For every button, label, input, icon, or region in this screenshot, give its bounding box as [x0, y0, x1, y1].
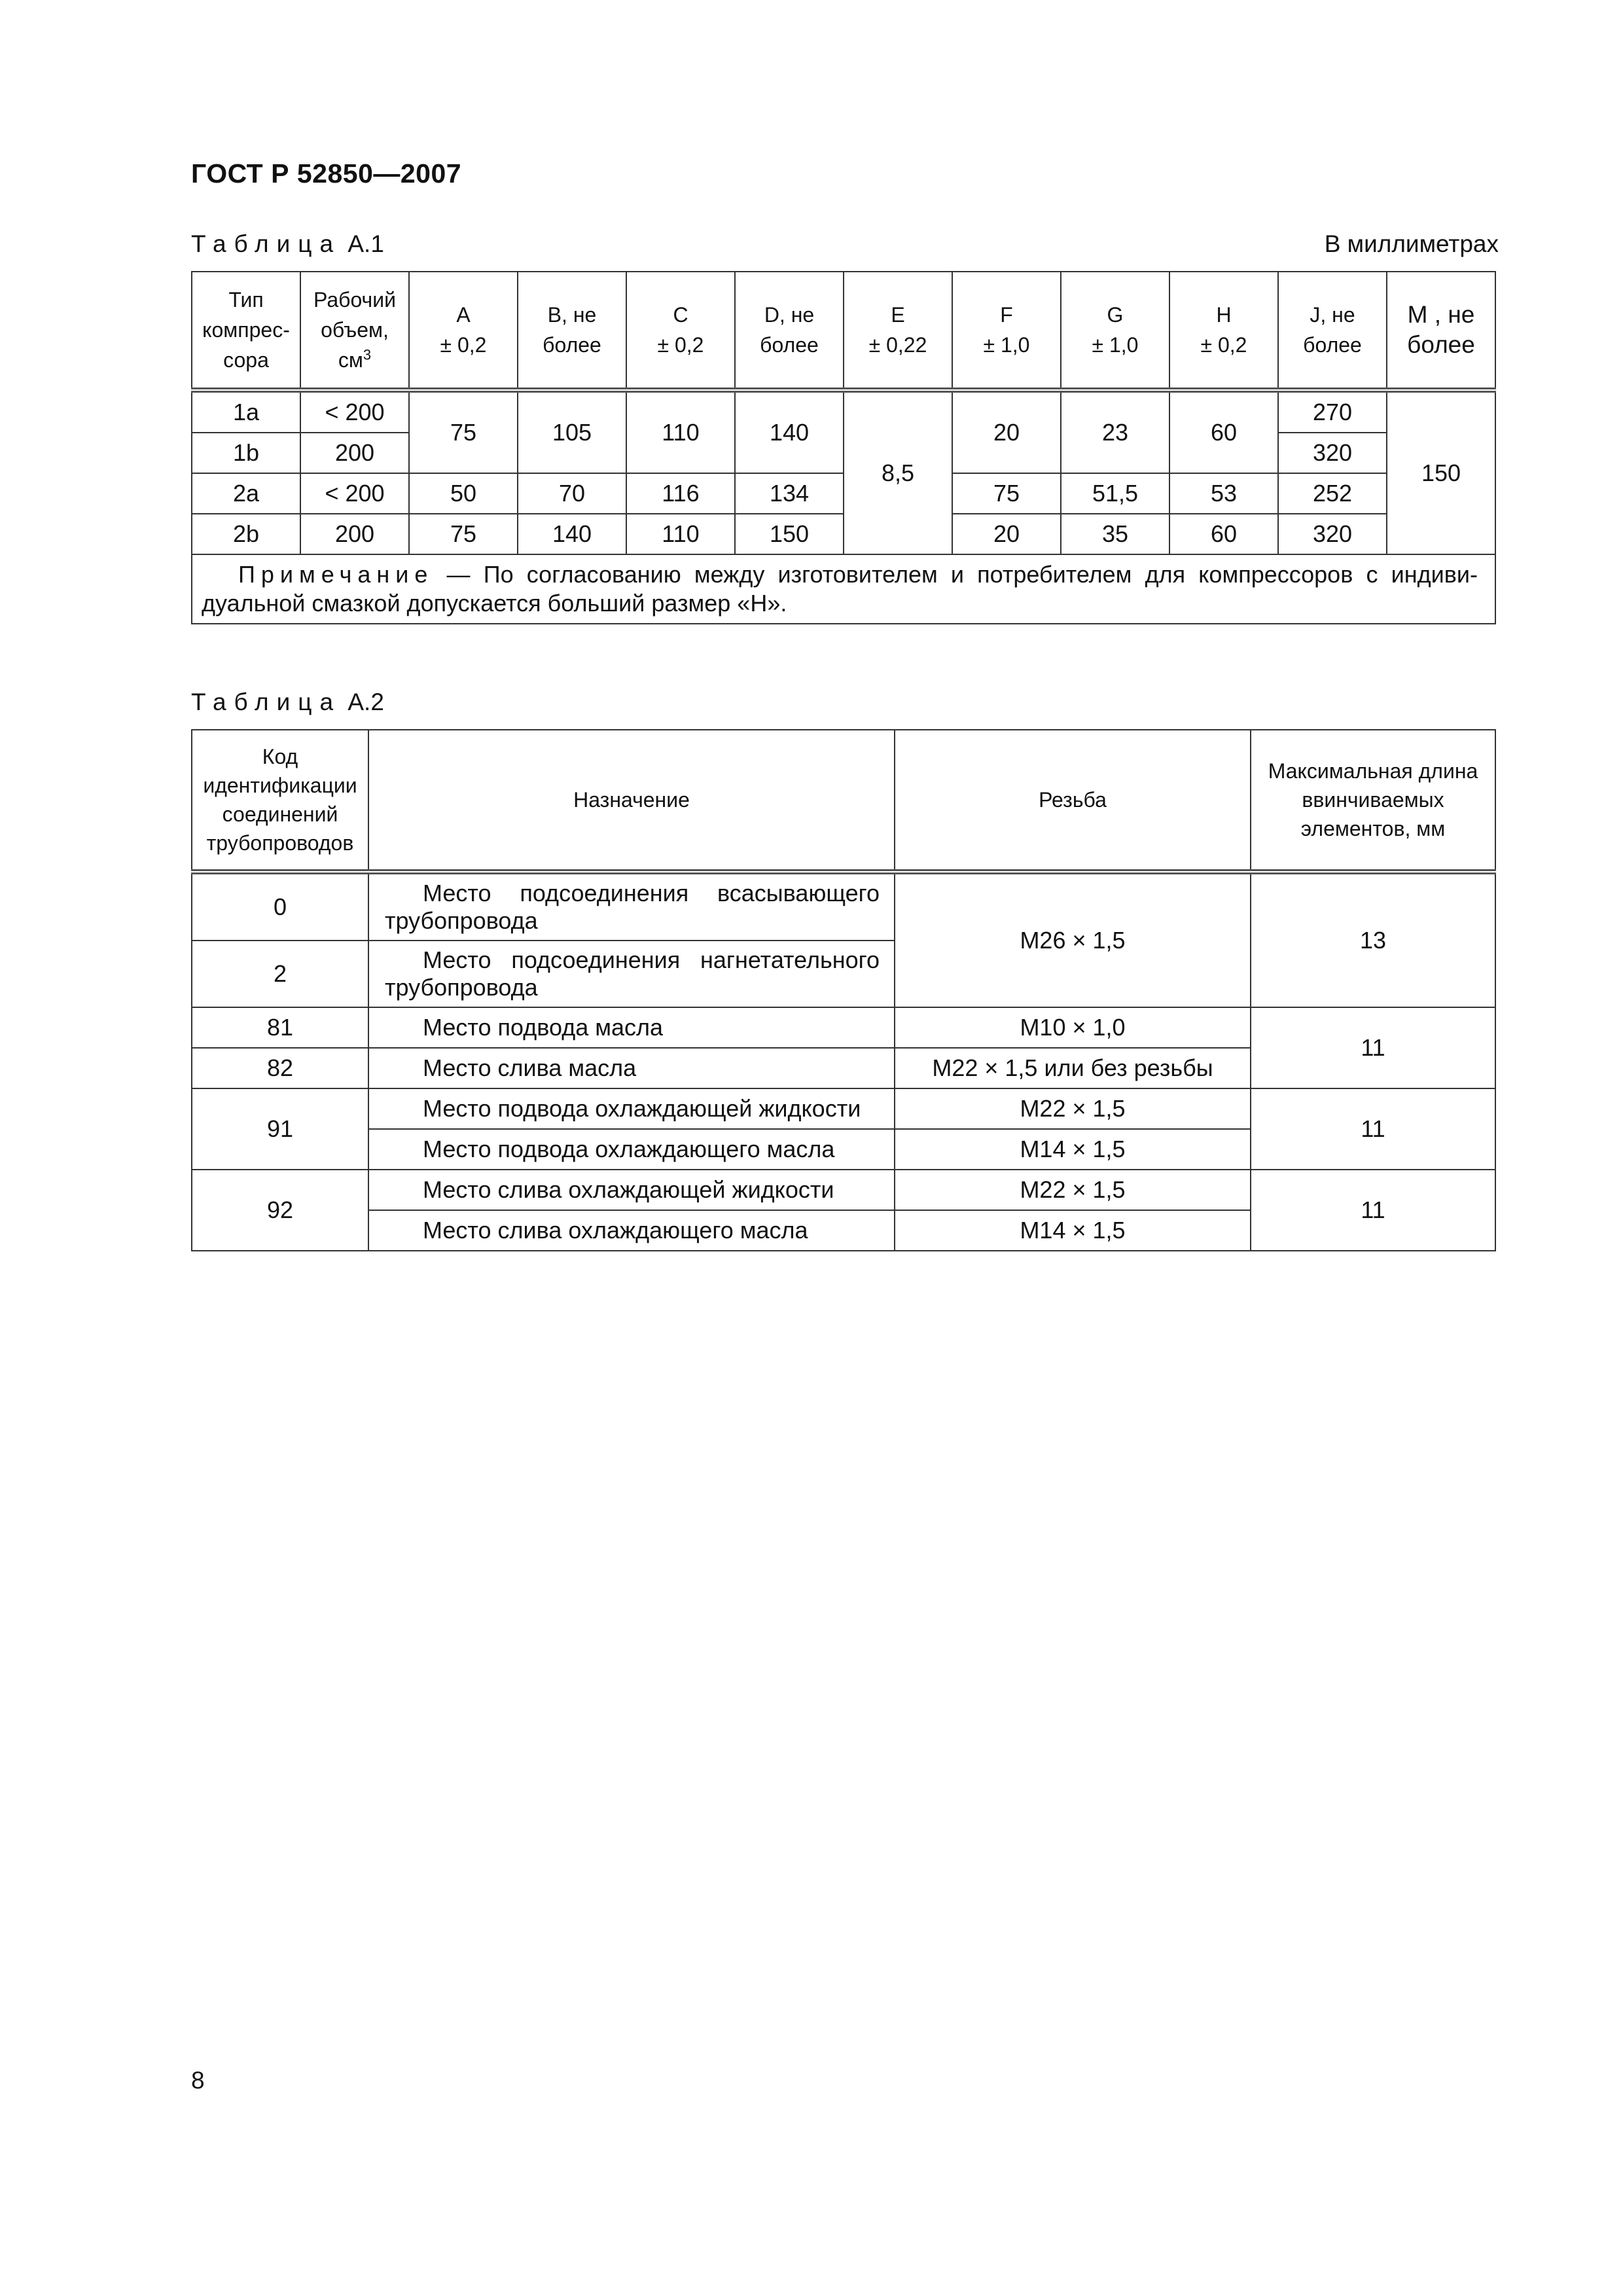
cell-c: 116 [626, 473, 735, 514]
cell-g: 51,5 [1061, 473, 1169, 514]
table1-note [192, 554, 1495, 624]
header-j: J, не более [1278, 272, 1387, 390]
table2-caption-word: Таблица [191, 689, 342, 715]
cell-j: 270 [1278, 390, 1387, 433]
table2-caption-number: А.2 [348, 689, 384, 715]
cell-d: 134 [735, 473, 844, 514]
cell-length: 13 [1251, 872, 1495, 1007]
note-label: Примечание [238, 561, 434, 588]
cell-a: 75 [409, 514, 518, 554]
cell-d: 140 [735, 390, 844, 473]
table1-caption-number: А.1 [348, 230, 384, 257]
cell-length: 11 [1251, 1170, 1495, 1251]
table2-caption [191, 689, 384, 716]
cell-thread: M14 × 1,5 [895, 1129, 1251, 1170]
table-row [192, 390, 1495, 433]
table1-note-row [192, 554, 1495, 624]
cell-type: 1b [192, 433, 300, 473]
cell-thread: M22 × 1,5 или без резьбы [895, 1048, 1251, 1088]
cell-a: 75 [409, 390, 518, 473]
cell-purpose: Место слива охлаждающей жидкости [368, 1170, 895, 1210]
table-row [192, 872, 1495, 941]
table1-caption [191, 230, 384, 258]
cell-thread: M10 × 1,0 [895, 1007, 1251, 1048]
cell-f: 20 [952, 514, 1061, 554]
header-m: M , не более [1387, 272, 1495, 390]
header-code: Код идентификации соединений трубопроводов [192, 730, 368, 872]
header-type: Тип компрес- сора [192, 272, 300, 390]
table-a1 [191, 271, 1496, 624]
cell-b: 140 [518, 514, 626, 554]
cell-h: 53 [1169, 473, 1278, 514]
cell-g: 35 [1061, 514, 1169, 554]
cell-g: 23 [1061, 390, 1169, 473]
cell-purpose: Место подвода охлаждающего масла [368, 1129, 895, 1170]
cell-j: 320 [1278, 433, 1387, 473]
table1-units: В миллиметрах [1324, 230, 1499, 257]
table-a2 [191, 729, 1496, 1251]
header-f: F ± 1,0 [952, 272, 1061, 390]
note-text: — По согласованию между изготовителем и потребителем для компрессоров с индиви-дуальной смазкой допускается больший размер «Н». [202, 561, 1478, 617]
cell-volume: < 200 [300, 390, 409, 433]
cell-b: 105 [518, 390, 626, 473]
cell-code: 82 [192, 1048, 368, 1088]
cell-f: 75 [952, 473, 1061, 514]
table1-caption-word: Таблица [191, 230, 342, 257]
cell-b: 70 [518, 473, 626, 514]
cell-code: 2 [192, 941, 368, 1007]
cell-thread: M26 × 1,5 [895, 872, 1251, 1007]
header-thread: Резьба [895, 730, 1251, 872]
cell-purpose: Место подсоединения нагнетательного трубопровода [368, 941, 895, 1007]
cell-code: 92 [192, 1170, 368, 1251]
header-b: B, не более [518, 272, 626, 390]
header-c: C ± 0,2 [626, 272, 735, 390]
cell-c: 110 [626, 514, 735, 554]
cell-thread: M22 × 1,5 [895, 1170, 1251, 1210]
table-row [192, 1088, 1495, 1129]
cell-a: 50 [409, 473, 518, 514]
header-purpose: Назначение [368, 730, 895, 872]
header-volume: Рабочий объем, $см^3$ [300, 272, 409, 390]
cell-type: 2b [192, 514, 300, 554]
header-g: G ± 1,0 [1061, 272, 1169, 390]
cell-j: 252 [1278, 473, 1387, 514]
cell-length: 11 [1251, 1007, 1495, 1088]
cell-length: 11 [1251, 1088, 1495, 1170]
cell-code: 91 [192, 1088, 368, 1170]
cell-type: 2a [192, 473, 300, 514]
table2-header-row [192, 730, 1495, 872]
cell-thread: M22 × 1,5 [895, 1088, 1251, 1129]
table-row [192, 1170, 1495, 1210]
cell-purpose: Место слива охлаждающего масла [368, 1210, 895, 1251]
cell-d: 150 [735, 514, 844, 554]
header-e: E ± 0,22 [844, 272, 952, 390]
header-length: Максимальная длина ввинчиваемых элементов, мм [1251, 730, 1495, 872]
cell-m: 150 [1387, 390, 1495, 554]
cell-purpose: Место подвода масла [368, 1007, 895, 1048]
header-h: H ± 0,2 [1169, 272, 1278, 390]
cell-volume: 200 [300, 433, 409, 473]
document-code: ГОСТ Р 52850—2007 [191, 158, 462, 188]
table1-header-row [192, 272, 1495, 390]
header-d: D, не более [735, 272, 844, 390]
cell-volume: < 200 [300, 473, 409, 514]
cell-j: 320 [1278, 514, 1387, 554]
cell-purpose: Место слива масла [368, 1048, 895, 1088]
header-a: A ± 0,2 [409, 272, 518, 390]
page-number: 8 [191, 2067, 205, 2094]
cell-code: 81 [192, 1007, 368, 1048]
cell-code: 0 [192, 872, 368, 941]
cell-purpose: Место подсоединения всасывающего трубопровода [368, 872, 895, 941]
cell-e: 8,5 [844, 390, 952, 554]
cell-h: 60 [1169, 390, 1278, 473]
cell-c: 110 [626, 390, 735, 473]
cell-volume: 200 [300, 514, 409, 554]
cell-thread: M14 × 1,5 [895, 1210, 1251, 1251]
cell-purpose: Место подвода охлаждающей жидкости [368, 1088, 895, 1129]
cell-f: 20 [952, 390, 1061, 473]
cell-h: 60 [1169, 514, 1278, 554]
cell-type: 1a [192, 390, 300, 433]
table-row [192, 1007, 1495, 1048]
